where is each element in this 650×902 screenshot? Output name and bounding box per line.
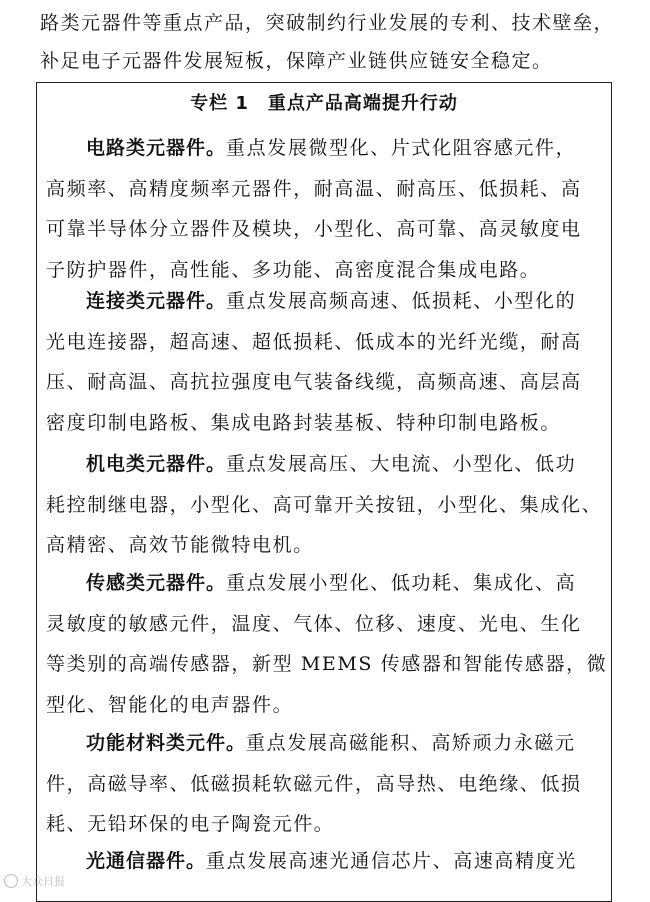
section-text: 重点发展高磁能积、高矫顽力永磁元 — [246, 732, 576, 754]
watermark-text: 大众日报 — [21, 875, 65, 888]
section-line: 高频率、高精度频率元器件，耐高温、耐高压、低损耗、高 — [46, 177, 582, 200]
section-text: 重点发展高压、大电流、小型化、低功 — [226, 453, 577, 475]
section-first-line — [46, 841, 606, 882]
intro-paragraph — [40, 4, 620, 80]
section-line: 灵敏度的敏感元件，温度、气体、位移、速度、光电、生化 — [46, 612, 582, 635]
section-circuit — [46, 128, 606, 290]
box-title: 专栏 1 重点产品高端提升行动 — [190, 93, 458, 114]
section-functional-material — [46, 723, 606, 845]
section-heading: 连接类元器件。 — [86, 290, 227, 312]
intro-line: 路类元器件等重点产品，突破制约行业发展的专利、技术壁垒， — [40, 12, 615, 34]
section-line: 光电连接器，超高速、超低损耗、低成本的光纤光缆，耐高 — [46, 330, 582, 353]
section-line: 高精密、高效节能微特电机。 — [46, 534, 314, 557]
watermark — [4, 873, 65, 889]
section-line: 压、耐高温、高抗拉强度电气装备线缆，高频高速、高层高 — [46, 371, 582, 394]
section-first-line — [46, 563, 606, 604]
section-heading: 机电类元器件。 — [86, 453, 227, 475]
section-heading: 功能材料类元件。 — [86, 732, 247, 754]
section-sensor — [46, 563, 606, 725]
section-text: 重点发展小型化、低功耗、集成化、高 — [226, 572, 577, 594]
section-first-line — [46, 723, 606, 764]
section-line: 耗、无铅环保的电子陶瓷元件。 — [46, 813, 335, 836]
circle-logo-icon — [4, 874, 18, 888]
section-first-line — [46, 128, 606, 169]
section-text: 重点发展高频高速、低损耗、小型化的 — [226, 290, 577, 312]
section-heading: 传感类元器件。 — [86, 572, 227, 594]
section-line: 等类别的高端传感器，新型 MEMS 传感器和智能传感器，微 — [46, 653, 608, 676]
section-line: 可靠半导体分立器件及模块，小型化、高可靠、高灵敏度电 — [46, 218, 582, 241]
section-connector — [46, 281, 606, 443]
section-optical-comm — [46, 841, 606, 882]
section-heading: 光通信器件。 — [86, 850, 207, 872]
section-text: 重点发展微型化、片式化阻容感元件， — [226, 137, 577, 159]
section-line: 件，高磁导率、低磁损耗软磁元件，高导热、电绝缘、低损 — [46, 772, 582, 795]
section-text: 重点发展高速光通信芯片、高速高精度光 — [206, 850, 577, 872]
section-line: 子防护器件，高性能、多功能、高密度混合集成电路。 — [46, 258, 541, 281]
section-first-line — [46, 444, 606, 485]
section-line: 密度印制电路板、集成电路封装基板、特种印制电路板。 — [46, 411, 562, 434]
section-electromechanical — [46, 444, 606, 566]
section-first-line — [46, 281, 606, 322]
section-line: 型化、智能化的电声器件。 — [46, 693, 294, 716]
column-box — [36, 82, 612, 902]
intro-line: 补足电子元器件发展短板，保障产业链供应链安全稳定。 — [40, 50, 553, 72]
section-heading: 电路类元器件。 — [86, 137, 227, 159]
section-line: 耗控制继电器，小型化、高可靠开关按钮，小型化、集成化、 — [46, 493, 603, 516]
